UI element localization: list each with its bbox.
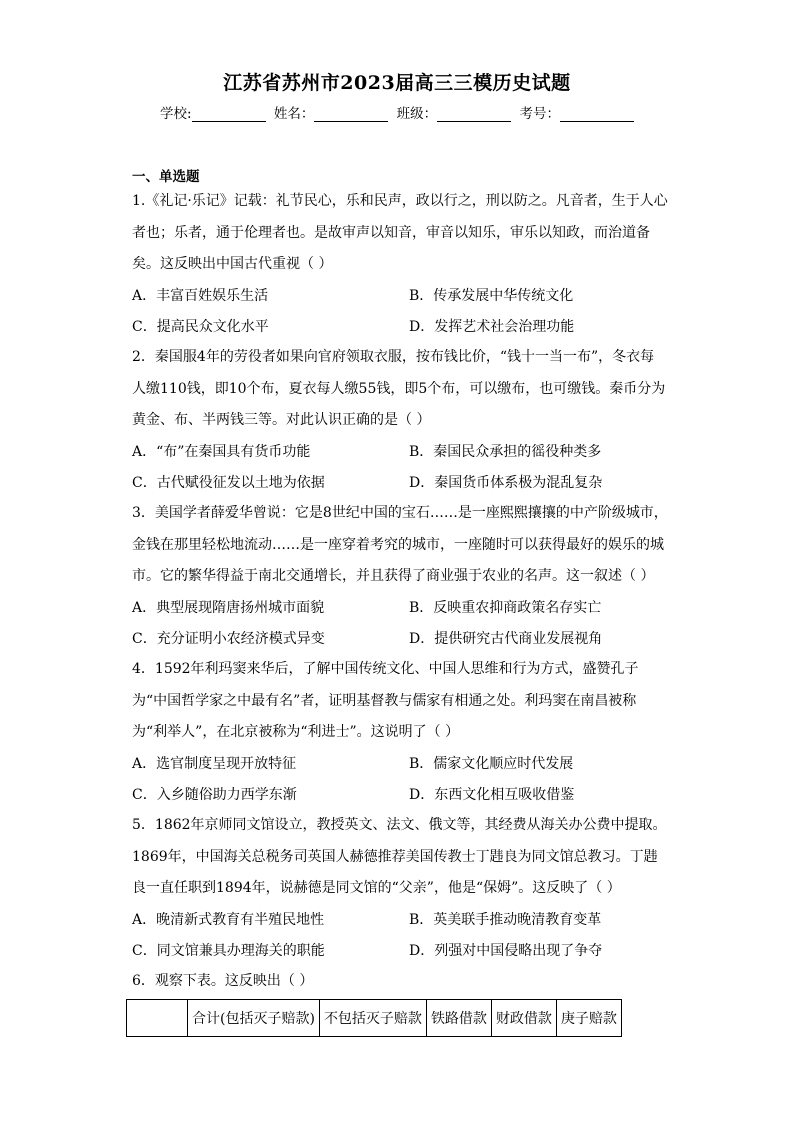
option-c[interactable]: C．入乡随俗助力西学东渐	[132, 787, 297, 803]
table-header-cell: 财政借款	[491, 1000, 556, 1037]
table-header-row	[127, 1000, 622, 1037]
table-header-cell: 铁路借款	[426, 1000, 491, 1037]
question-5	[132, 810, 668, 905]
class-label: 班级：	[396, 106, 438, 122]
question-text: 2．秦国服4年的劳役者如果向官府领取衣服，按布钱比价，“钱十一当一布”，冬衣每人缴110钱，即10个布，夏衣每人缴55钱，即5个布，可以缴布，也可缴钱。秦币分为黄金、布、半两钱三等。对此认识正确的是（ ）	[132, 349, 666, 428]
option-b[interactable]: B．秦国民众承担的徭役种类多	[409, 444, 602, 460]
question-text: 1.《礼记·乐记》记载：礼节民心，乐和民声，政以行之，刑以防之。凡音者，生于人心者也；乐者，通于伦理者也。是故审声以知音，审音以知乐，审乐以知政，而治道备矣。这反映出中国古代重视（ ）	[132, 193, 668, 272]
option-a[interactable]: A．选官制度呈现开放特征	[132, 756, 297, 772]
question-2	[132, 342, 668, 437]
page-title: 江苏省苏州市2023届高三三模历史试题	[223, 72, 571, 94]
section-heading: 一、单选题	[132, 169, 200, 185]
option-b[interactable]: B．传承发展中华传统文化	[409, 288, 574, 304]
question-4	[132, 654, 668, 749]
option-d[interactable]: D．提供研究古代商业发展视角	[409, 631, 603, 647]
option-a[interactable]: A．晚清新式教育有半殖民地性	[132, 912, 325, 928]
option-a[interactable]: A．丰富百姓娱乐生活	[132, 288, 269, 304]
table-header-cell	[127, 1000, 188, 1037]
option-b[interactable]: B．英美联手推动晚清教育变革	[409, 912, 602, 928]
question-3	[132, 498, 668, 593]
student-info-line	[0, 102, 794, 122]
option-d[interactable]: D．东西文化相互吸收借鉴	[409, 787, 575, 803]
option-b[interactable]: B．反映重农抑商政策名存实亡	[409, 600, 602, 616]
option-d[interactable]: D．列强对中国侵略出现了争夺	[409, 943, 603, 959]
option-d[interactable]: D．秦国货币体系极为混乱复杂	[409, 475, 603, 491]
option-c[interactable]: C．古代赋役征发以土地为依据	[132, 475, 325, 491]
class-blank[interactable]	[437, 107, 511, 122]
question-6	[132, 966, 668, 998]
option-c[interactable]: C．同文馆兼具办理海关的职能	[132, 943, 325, 959]
option-c[interactable]: C．提高民众文化水平	[132, 319, 269, 335]
table-header-cell: 庚子赔款	[556, 1000, 621, 1037]
name-blank[interactable]	[314, 107, 388, 122]
exam-number-label: 考号：	[519, 106, 560, 122]
option-a[interactable]: A．“布”在秦国具有货币功能	[132, 444, 311, 460]
question-text: 6．观察下表。这反映出（ ）	[132, 973, 314, 989]
name-label: 姓名：	[273, 106, 315, 122]
option-c[interactable]: C．充分证明小农经济模式异变	[132, 631, 325, 647]
question-1	[132, 186, 668, 281]
option-a[interactable]: A．典型展现隋唐扬州城市面貌	[132, 600, 325, 616]
school-blank[interactable]	[192, 107, 266, 122]
question-text: 3．美国学者薛爱华曾说：它是8世纪中国的宝石……是一座熙熙攘攘的中产阶级城市，金钱在那里轻松地流动……是一座穿着考究的城市，一座随时可以获得最好的娱乐的城市。它的繁华得益于南北交通增长，并且获得了商业强于农业的名声。这一叙述（ ）	[132, 505, 668, 584]
table-header-cell: 不包括灭子赔款	[319, 1000, 426, 1037]
data-table	[126, 999, 622, 1037]
school-label: 学校:	[160, 106, 192, 122]
question-text: 5．1862年京师同文馆设立，教授英文、法文、俄文等，其经费从海关办公费中提取。1869年，中国海关总税务司英国人赫德推荐美国传教士丁韪良为同文馆总教习。丁韪良一直任职到1894年，说赫德是同文馆的“父亲”，他是“保姆”。这反映了（ ）	[132, 817, 667, 896]
table-header-cell: 合计(包括灭子赔款)	[188, 1000, 320, 1037]
exam-number-blank[interactable]	[560, 107, 634, 122]
question-text: 4．1592年利玛窦来华后，了解中国传统文化、中国人思维和行为方式，盛赞孔子为“中国哲学家之中最有名”者，证明基督教与儒家有相通之处。利玛窦在南昌被称为“利举人”，在北京被称为“利进士”。这说明了（ ）	[132, 661, 639, 740]
option-d[interactable]: D．发挥艺术社会治理功能	[409, 319, 575, 335]
option-b[interactable]: B．儒家文化顺应时代发展	[409, 756, 574, 772]
